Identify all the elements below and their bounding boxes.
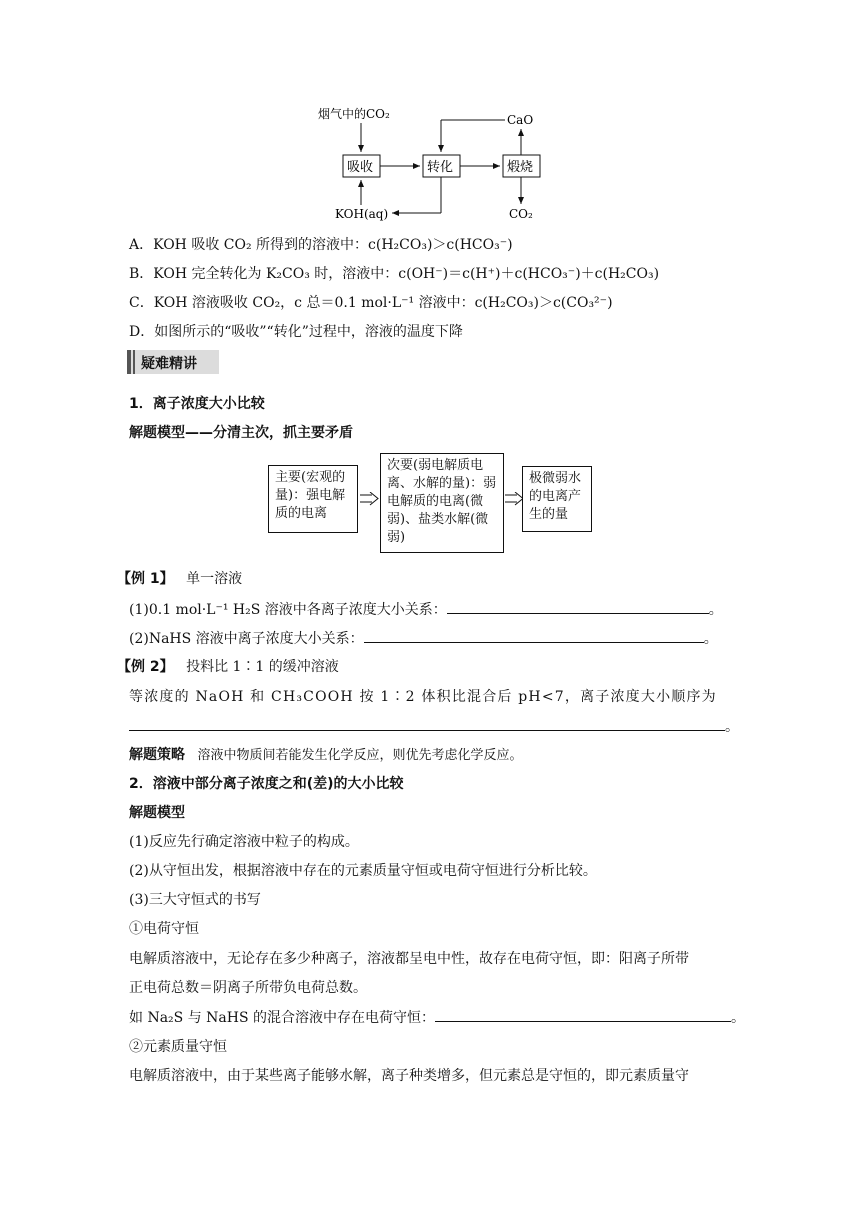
example-1-tag: 【例 1】 <box>117 571 174 587</box>
example-1-question-1-text: (1)0.1 mol·L⁻¹ H₂S 溶液中各离子浓度大小关系： <box>129 602 447 618</box>
charge-conservation-line-3-text: 如 Na₂S 与 NaHS 的混合溶液中存在电荷守恒： <box>129 1010 435 1026</box>
option-d: D．如图所示的“吸收”“转化”过程中，溶液的温度下降 <box>129 324 463 340</box>
charge-conservation-line-2: 正电荷总数＝阴离子所带负电荷总数。 <box>129 980 367 996</box>
option-a: A．KOH 吸收 CO₂ 所得到的溶液中：c(H₂CO₃)＞c(HCO₃⁻) <box>129 237 513 253</box>
example-1-title: 单一溶液 <box>186 571 243 587</box>
option-c: C．KOH 溶液吸收 CO₂，c 总＝0.1 mol·L⁻¹ 溶液中：c(H₂CO₃)＞c(CO₃²⁻) <box>129 295 613 311</box>
absorb-label: 吸收 <box>347 160 374 175</box>
example-1-question-2 <box>129 629 718 648</box>
section-title: 疑难精讲 <box>141 356 197 372</box>
charge-conservation-line-3 <box>129 1008 745 1027</box>
charge-conservation-title: ①电荷守恒 <box>129 921 199 937</box>
arrow-main-to-secondary <box>360 492 380 506</box>
answer-blank-2[interactable] <box>364 629 704 643</box>
mass-conservation-title: ②元素质量守恒 <box>129 1039 227 1055</box>
flue-gas-label: 烟气中的CO₂ <box>318 107 390 121</box>
example-2-header <box>117 658 339 676</box>
strategy-label: 解题策略 <box>129 747 185 763</box>
section-header <box>127 350 219 374</box>
model-title-2: 解题模型 <box>129 805 185 821</box>
example-1-question-1 <box>129 600 723 619</box>
answer-blank-3[interactable] <box>129 717 725 731</box>
heading-ion-concentration: 1．离子浓度大小比较 <box>129 396 265 412</box>
box-minor: 极微弱水的电离产生的量 <box>522 466 592 532</box>
step-3: (3)三大守恒式的书写 <box>129 892 261 908</box>
charge-conservation-line-1: 电解质溶液中，无论存在多少种离子，溶液都呈电中性，故存在电荷守恒，即：阳离子所带 <box>129 951 689 967</box>
example-1-question-2-text: (2)NaHS 溶液中离子浓度大小关系： <box>129 631 364 647</box>
answer-blank-1[interactable] <box>447 600 709 614</box>
example-2-tag: 【例 2】 <box>117 659 174 675</box>
section-header-bar-thin <box>133 350 135 374</box>
koh-label: KOH(aq) <box>335 207 389 221</box>
model-title-1: 解题模型——分清主次，抓主要矛盾 <box>129 425 353 441</box>
example-2-title: 投料比 1∶1 的缓冲溶液 <box>186 659 339 675</box>
process-flow-diagram <box>300 100 560 225</box>
box-secondary: 次要(弱电解质电离、水解的量)：弱电解质的电离(微弱)、盐类水解(微弱) <box>380 453 504 553</box>
section-header-bar <box>127 350 131 374</box>
answer-blank-4[interactable] <box>435 1008 731 1022</box>
example-2-text: 等浓度的 NaOH 和 CH₃COOH 按 1∶2 体积比混合后 pH<7，离子浓度大小顺序为 <box>129 689 717 705</box>
strategy-text: 溶液中物质间若能发生化学反应，则优先考虑化学反应。 <box>197 748 523 763</box>
step-1: (1)反应先行确定溶液中粒子的构成。 <box>129 834 359 850</box>
cao-label: CaO <box>507 113 534 127</box>
example-1-header <box>117 570 242 588</box>
example-2-answer-line <box>129 717 739 736</box>
co2-output-label: CO₂ <box>509 207 533 221</box>
step-2: (2)从守恒出发，根据溶液中存在的元素质量守恒或电荷守恒进行分析比较。 <box>129 863 597 879</box>
convert-label: 转化 <box>427 160 454 175</box>
period: 。 <box>708 602 723 618</box>
mass-conservation-line-1: 电解质溶液中，由于某些离子能够水解，离子种类增多，但元素总是守恒的，即元素质量守 <box>129 1068 689 1084</box>
calcine-label: 煅烧 <box>507 160 534 175</box>
heading-partial-sums: 2．溶液中部分离子浓度之和(差)的大小比较 <box>129 776 404 792</box>
option-b: B．KOH 完全转化为 K₂CO₃ 时，溶液中：c(OH⁻)＝c(H⁺)＋c(HCO₃⁻)＋c(H₂CO₃) <box>129 266 660 282</box>
box-main: 主要(宏观的量)：强电解质的电离 <box>268 465 358 533</box>
period: 。 <box>731 1010 745 1026</box>
strategy-line <box>129 746 522 765</box>
period: 。 <box>725 719 739 735</box>
period: 。 <box>703 631 718 647</box>
